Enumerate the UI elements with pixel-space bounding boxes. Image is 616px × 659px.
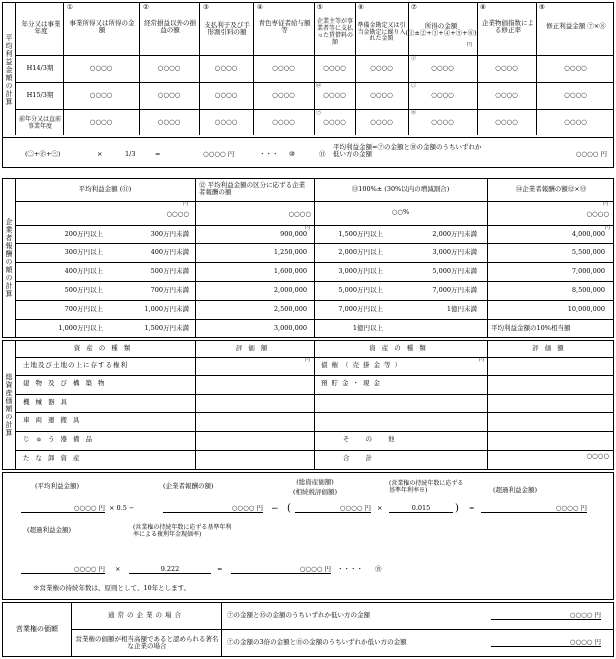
avg-rule-text: 平均利益金額=⑦の金額と⑩の金額のうちいずれか低い方の金額 [333,143,482,159]
assets-input[interactable]: ○○○○ 円 [295,505,371,513]
times-annuity: × [115,565,121,573]
annuity-input[interactable]: 9.222 [129,566,211,574]
profit-cell[interactable]: ○○○○ [564,91,587,100]
famous-company-rule: ⑦の金額の3倍の金額と⑮の金額のうちいずれか低い方の金額 [227,638,407,646]
range-comp-left: 2,500,000 [273,305,307,313]
range-low-left: 700万円以上 [64,305,103,313]
asset-type-left: じゅう器備品 [23,435,98,443]
compensation-side-label: 企業者報酬の額の計算 [5,218,14,298]
col6-no: ⑥ [358,3,364,11]
col8-no: ⑧ [480,3,486,11]
asset-value-header-right: 評価額 [532,344,570,353]
profit-cell[interactable]: ○○○○ [89,91,113,100]
dots-2: ・・・・ [337,565,363,573]
year-row1: H14/3期 [26,64,54,73]
header-comp-by-range: ⑫ 平均利益金額の区分に応ずる企業者報酬の額 [199,181,306,197]
profit-cell[interactable]: ○○○○ [214,64,238,73]
range-low-left: 400万円以上 [64,267,103,275]
formula-times: × [97,150,103,158]
mark-11: ⑪ [319,150,326,158]
range-comp-right: 7,000,000 [571,267,605,275]
normal-company-label: 通常の企業の場合 [108,611,184,620]
range-comp-right: 平均利益金額の10%相当額 [491,324,571,332]
asset-type-left: 土地及び土地の上に存する権利 [23,361,128,369]
comp-amount-value: ○○○○ [586,210,609,218]
asset-type-left: 車両運搬具 [23,416,86,424]
asset-type-left: 機械器具 [23,398,73,406]
rparen: ) [455,503,459,514]
rate-input[interactable]: 0.015 [389,505,453,513]
range-low-right: 5,000万円以上 [338,286,383,294]
equals-1: = [469,504,475,512]
average-profit-side-label: 平均利益金額の計算 [5,34,14,106]
label-rate: (営業権の持続年数に応ずる基準年利率※) [389,480,464,494]
asset-type-right: 合計 [343,454,388,462]
famous-company-label: 営業権の価額が相当高額であると認められる著名な企業の場合 [75,634,219,650]
range-comp-right: 8,500,000 [571,286,605,294]
col5-label: 企業主等が事業者等に支払った賃借料の額 [316,18,353,46]
label-assets-sub: (相続税評価額) [292,488,338,496]
profit-cell[interactable]: ○○○○ [157,64,181,73]
famous-company-value[interactable]: ○○○○ 円 [491,639,601,647]
mark-10: ⑩ [289,150,295,158]
range-high-right: 5,000万円未満 [432,267,477,275]
total-assets-section [2,340,614,470]
goodwill-calc-output[interactable]: ○○○○ 円 [231,566,331,574]
range-high-right: 7,000万円未満 [432,286,477,294]
profit-cell[interactable]: ○○○○ [272,118,295,127]
col9-no: ⑨ [539,3,545,11]
profit-cell[interactable]: ○○○○ [157,91,181,100]
range-low-right: 1億円以上 [352,324,383,332]
excess-profit-section [2,472,614,600]
profit-cell[interactable]: ○○○○ [272,91,295,100]
asset-type-right: 預貯金・現金 [321,379,384,387]
average-profit-section [2,2,614,168]
range-comp-right: 4,000,000 [571,230,605,238]
formula-eq: = [155,150,161,158]
mark-ni: ㊁ [411,83,417,89]
range-high-left: 700万円未満 [150,286,189,294]
asset-type-header-left: 資産の種類 [73,344,137,353]
range-comp-right: 10,000,000 [567,305,605,313]
asset-unit-mid: 円 [479,357,485,363]
avg-result-value: ○○○○ 円 [575,150,607,158]
col8-label: 企業物価指数による修正率 [482,18,534,34]
range-high-right: 2,000万円未満 [432,230,477,238]
asset-type-right: 債権（売掛金等） [321,361,405,369]
header-avg-profit: 平均利益金額 (⑪) [78,185,132,194]
normal-company-rule: ⑦の金額と⑮の金額のうちいずれか低い方の金額 [227,611,370,619]
range-low-right: 7,000万円以上 [338,305,383,313]
range-high-left: 1,000万円未満 [144,305,189,313]
range-high-left: 1,500万円未満 [144,324,189,332]
unit-yen-2: 円 [603,201,609,207]
header-comp-amount: ⑭企業者報酬の額⑫×⑬ [515,185,587,194]
col1-no: ① [67,3,73,11]
times-half: × 0.5 − [109,504,135,512]
avg-dots: ・・・ [259,150,279,158]
comp-by-range-value: ○○○○ [288,210,311,218]
range-comp-right: 5,500,000 [571,248,605,256]
profit-cell[interactable]: ○○○○ [323,64,346,73]
range-low-right: 1,500万円以上 [338,230,383,238]
profit-cell[interactable]: ○○○○ [370,64,393,73]
assets-side-label: 総資産価額の計算 [5,373,14,437]
col3-no: ③ [203,3,209,11]
profit-cell[interactable]: ○○○○ [323,91,346,100]
range-low-right: 3,000万円以上 [338,267,383,275]
col7-no: ⑦ [411,3,417,11]
header-pct: ⑬100%± (30%以内の増減割合) [351,185,450,194]
duration-note: ※営業権の持続年数は、原則として、10年とします。 [33,584,191,592]
profit-cell[interactable]: ○○○○ [323,118,346,127]
asset-type-left: 建物及び構築物 [23,379,111,387]
profit-cell[interactable]: ○○○○ [564,118,587,127]
range-high-right: 1億円未満 [446,305,477,313]
range-comp-left: 2,000,000 [273,286,307,294]
goodwill-value-section [2,602,614,657]
unit-yen-3: 円 [305,225,311,231]
profit-cell[interactable]: ○○○○ [564,64,587,73]
range-comp-left: 1,600,000 [273,267,307,275]
avg-profit-value: ○○○○ [166,210,189,218]
label-excess-1: (超過利益金額) [493,486,538,494]
label-avg-profit: (平均利益金額) [35,482,80,490]
mark-ha: ㋩ [316,110,322,116]
profit-cell[interactable]: ○○○○ [370,118,393,127]
mark-i: ㋑ [411,56,417,62]
profit-cell[interactable]: ○○○○ [214,118,238,127]
avg-value: ○○○○ 円 [203,150,235,158]
col4-label: 青色専従者給与額等 [258,18,311,34]
range-low-right: 2,000万円以上 [338,248,383,256]
range-high-left: 400万円未満 [150,248,189,256]
formula-terms: (㊁+㋭+㊂) [25,150,61,158]
formula-third: 1/3 [125,150,136,158]
asset-unit-left: 円 [305,357,311,363]
unit-yen-1: 円 [183,201,189,207]
profit-cell[interactable]: ○○○○ [431,118,454,127]
profit-cell[interactable]: ○○○○ [157,118,181,127]
range-comp-left: 3,000,000 [273,324,307,332]
range-low-left: 300万円以上 [64,248,103,256]
equals-2: = [217,565,223,573]
comp-input[interactable]: ○○○○ 円 [163,505,263,513]
range-comp-left: 900,000 [280,230,307,238]
normal-company-value[interactable]: ○○○○ 円 [491,612,601,620]
profit-cell[interactable]: ○○○○ [431,64,454,73]
range-low-left: 500万円以上 [64,286,103,294]
col7-unit: 円 [467,42,473,48]
unit-yen-4: 円 [605,225,611,231]
pct-value: ○○% [391,208,410,217]
col4-no: ④ [257,3,263,11]
profit-cell[interactable]: ○○○○ [495,118,518,127]
minus: − [271,504,279,514]
profit-cell[interactable]: ○○○○ [89,64,113,73]
asset-type-right: その他 [343,435,411,443]
label-excess-2: (超過利益金額) [27,526,72,534]
year-header: 年分又は事業年度 [21,19,61,35]
year-row2: H15/3期 [26,91,54,100]
year-row3: 前年分又は直前事業年度 [18,115,61,130]
col2-no: ② [143,3,149,11]
excess-profit-output[interactable]: ○○○○ 円 [481,505,587,513]
range-comp-left: 1,250,000 [273,248,307,256]
goodwill-side-label: 営業権の価額 [16,625,58,634]
mark-ro: ㋺ [316,83,322,89]
asset-value-header-left: 評価額 [235,344,274,353]
excess-profit-input[interactable]: ○○○○ 円 [21,566,105,574]
profit-cell[interactable]: ○○○○ [431,91,454,100]
profit-cell[interactable]: ○○○○ [370,91,393,100]
asset-type-left: たな卸資産 [23,454,86,462]
col6-label: 準備金勘定又は引当金勘定に繰り入れた金額 [357,21,406,43]
col7-label: 所得の金額 (①±②+③+④+⑤+⑥) [405,21,477,37]
range-high-left: 300万円未満 [150,230,189,238]
profit-cell[interactable]: ○○○○ [495,64,518,73]
assets-total-value: ○○○○ [586,452,609,460]
mark-ho: ㋭ [411,110,417,116]
range-low-left: 1,000万円以上 [58,324,103,332]
profit-cell[interactable]: ○○○○ [495,91,518,100]
range-high-right: 3,000万円未満 [432,248,477,256]
range-high-left: 500万円未満 [150,267,189,275]
avg-profit-input[interactable]: ○○○○ 円 [21,505,105,513]
asset-type-header-right: 資産の種類 [369,344,432,353]
col2-label: 経常損益以外の損益の額 [144,18,196,34]
label-assets: (総資産価額) [296,478,334,486]
label-comp: (企業者報酬の額) [163,482,214,490]
profit-cell[interactable]: ○○○○ [272,64,295,73]
times-rate: × [377,504,383,512]
col3-label: 支払利子及び手形割引料の額 [204,20,250,36]
col9-label: 修正利益金額 ⑦×⑧ [546,22,606,31]
col5-no: ⑤ [317,3,323,11]
range-low-left: 200万円以上 [64,230,103,238]
profit-cell[interactable]: ○○○○ [214,91,238,100]
col1-label: 事業所得又は所得の金額 [69,18,135,34]
entrepreneur-compensation-section [2,178,614,338]
profit-cell[interactable]: ○○○○ [89,118,113,127]
lparen: ( [287,503,291,514]
mark-15: ⑮ [375,565,382,573]
label-annuity: (営業権の持続年数に応ずる基準年利率による複利年金現価率) [133,524,232,538]
